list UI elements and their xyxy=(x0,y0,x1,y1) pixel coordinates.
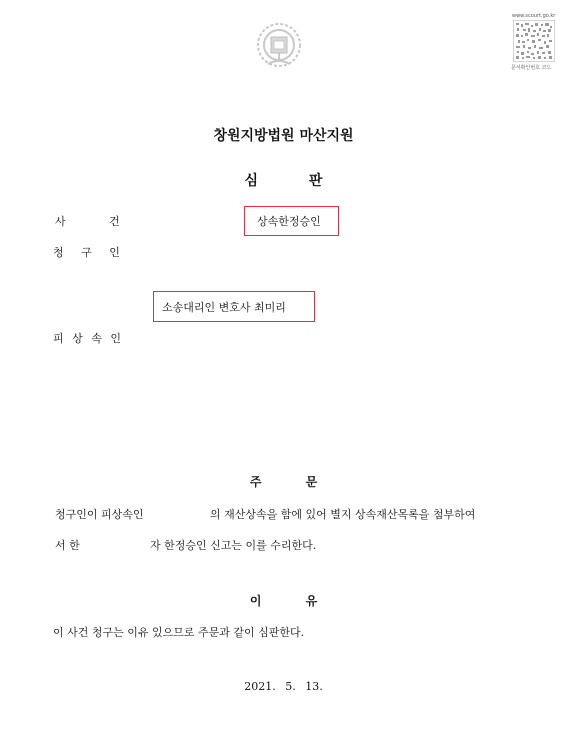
order-line-1-start: 청구인이 피상속인 xyxy=(55,508,144,521)
reason-heading: 이 유 xyxy=(249,594,318,608)
qr-code-icon xyxy=(513,20,555,62)
case-value: 상속한정승인 xyxy=(257,215,321,228)
document-date: 2021. 5. 13. xyxy=(244,680,323,693)
court-name: 창원지방법원 마산지원 xyxy=(213,128,354,144)
qr-caption-text: 문서확인번호 코드 xyxy=(511,65,552,71)
decedent-label: 피 상 속 인 xyxy=(53,332,121,345)
court-emblem-icon xyxy=(254,20,304,70)
order-line-2-end: 자 한정승인 신고는 이를 수리한다. xyxy=(150,539,317,552)
order-line-2-start: 서 한 xyxy=(55,539,80,552)
qr-url-text: www.scourt.go.kr xyxy=(512,13,556,19)
document-title: 심 판 xyxy=(244,173,323,189)
order-line-1-end: 의 재산상속을 함에 있어 별지 상속재산목록을 첨부하여 xyxy=(210,508,476,521)
case-label: 사 건 xyxy=(55,215,120,228)
petitioner-label: 청 구 인 xyxy=(53,246,120,259)
agent-value: 소송대리인 변호사 최미리 xyxy=(162,301,286,314)
order-heading: 주 문 xyxy=(249,475,318,489)
reason-text: 이 사건 청구는 이유 있으므로 주문과 같이 심판한다. xyxy=(53,626,305,639)
